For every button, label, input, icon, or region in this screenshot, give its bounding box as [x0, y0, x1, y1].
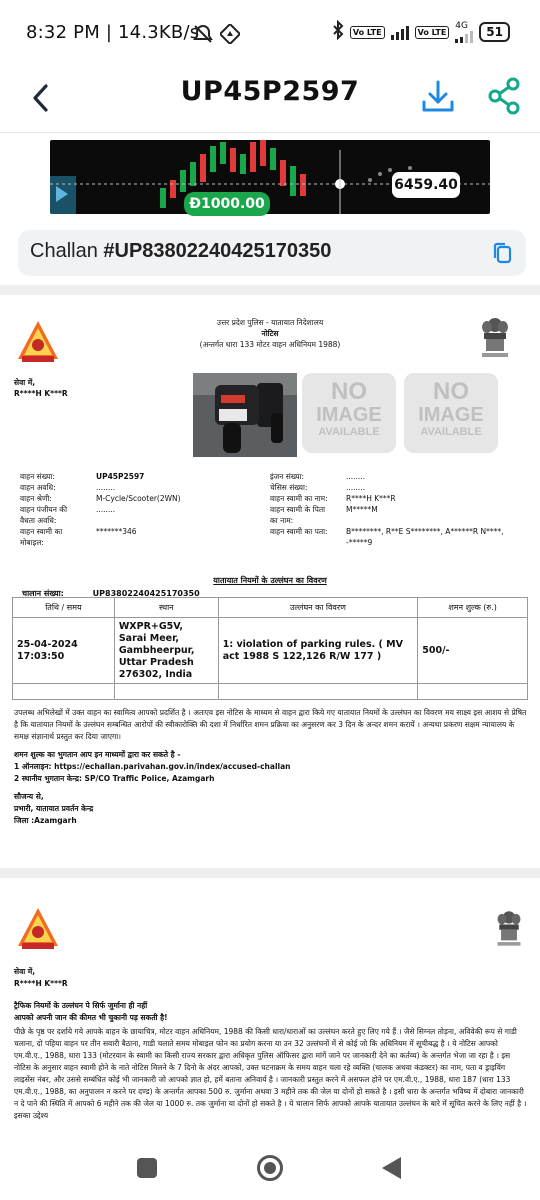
ad-price-label: 6459.40	[392, 172, 460, 198]
issuer-designation: प्रभारी, यातायात प्रवर्तन केन्द्र	[14, 804, 94, 813]
no-image-placeholder-2: NO IMAGE AVAILABLE	[404, 373, 498, 453]
national-emblem	[478, 315, 512, 359]
signal-icon-2	[455, 31, 473, 43]
national-emblem-2	[494, 906, 524, 950]
violation-fine: 500/-	[418, 618, 528, 684]
share-button[interactable]	[484, 74, 524, 118]
recipient-name-2: R****H K***R	[14, 979, 68, 988]
table-header-row	[13, 598, 528, 618]
download-icon	[418, 74, 458, 118]
app-header	[0, 66, 540, 132]
ad-candle-1	[170, 180, 176, 198]
table-row-empty	[13, 684, 528, 700]
recipient-label: सेवा में,	[14, 378, 36, 387]
notice-department: उत्तर प्रदेश पुलिस - यातायात निदेशालय	[216, 318, 324, 327]
ad-candle-8	[240, 154, 246, 174]
header-divider	[0, 132, 540, 133]
system-back-button[interactable]	[382, 1157, 401, 1179]
challan-number: #UP83802240425170350	[103, 240, 332, 262]
challan-prefix: Challan	[30, 240, 98, 262]
ad-candle-0	[160, 188, 166, 208]
page-separator	[0, 868, 540, 878]
bluetooth-icon	[332, 20, 344, 44]
notification-icon	[220, 24, 240, 48]
ad-dot-4	[408, 166, 412, 170]
download-button[interactable]	[418, 74, 458, 118]
table-row	[13, 618, 528, 684]
warning-line-2: आपको अपनी जान की कीमत भी चुकानी पड़ सकती है!	[14, 1013, 168, 1022]
col-violation: उल्लंघन का विवरण	[218, 598, 417, 618]
notice-section: (अन्तर्गत धारा 133 मोटर वाहन अधिनियम 1988)	[199, 340, 341, 349]
violation-place: WXPR+G5V, Sarai Meer, Gambheerpur, Uttar Pradesh 276302, India	[114, 618, 218, 684]
ad-candle-6	[220, 142, 226, 164]
violation-detail: 1: violation of parking rules. ( MV act 1988 S 122,126 R/W 177 )	[218, 618, 417, 684]
notice-title: नोटिस	[261, 329, 279, 338]
ad-dot-2	[388, 168, 392, 172]
challan-notice-page-2	[0, 878, 540, 1148]
courtesy-label: सौजन्य से,	[14, 792, 44, 801]
status-time-speed: 8:32 PM | 14.3KB/s	[26, 22, 200, 43]
issuer-district: जिला :Azamgarh	[14, 816, 77, 825]
battery-icon: 51	[479, 22, 510, 42]
volte-badge: Vo LTE	[350, 26, 385, 39]
copy-icon	[490, 241, 514, 265]
payment-local-center: 2 स्थानीय भुगतान केन्द्र: SP/CO Traffic Police, Azamgarh	[14, 774, 215, 783]
payment-online[interactable]: 1 ऑनलाइन: https://echallan.parivahan.gov.in/index/accused-challan	[14, 762, 291, 771]
up-police-logo-2	[16, 906, 60, 950]
signal-icon	[391, 24, 409, 40]
warning-line-1: ट्रैफिक नियमों के उल्लंघन पे सिर्फ जुर्माना ही नहीं	[14, 1001, 148, 1010]
home-button[interactable]	[257, 1155, 283, 1181]
ad-candle-13	[290, 166, 296, 196]
col-date-time: तिथि / समय	[13, 598, 115, 618]
ad-candle-5	[210, 146, 216, 172]
ad-dot-1	[378, 172, 382, 176]
violation-time: 17:03:50	[17, 650, 65, 662]
copy-button[interactable]	[490, 241, 514, 265]
col-fine: शमन शुल्क (रु.)	[418, 598, 528, 618]
challan-number-value: UP83802240425170350	[92, 589, 200, 598]
ad-dot-0	[368, 178, 372, 182]
page-title: UP45P2597	[180, 76, 360, 107]
recipient-label-2: सेवा में,	[14, 967, 36, 976]
dnd-icon	[192, 23, 214, 49]
system-navigation-bar	[0, 1148, 540, 1200]
up-police-logo	[16, 319, 60, 363]
no-image-placeholder-1: NO IMAGE AVAILABLE	[302, 373, 396, 453]
ad-candle-11	[270, 148, 276, 170]
ad-candle-10	[260, 140, 266, 166]
violation-date: 25-04-2024	[17, 638, 78, 650]
challan-number-label: चालान संख्या:	[22, 589, 64, 598]
ad-candle-9	[250, 142, 256, 172]
notice-paragraph: उपलब्ध अभिलेखों में उक्त वाहन का स्वामित्व आपको प्रदर्शित है । अतःएव इस नोटिस के माध्यम से वाहन द्वारा किये गए यातायात नियमों के उल्लंघन का विवरण मय साक्ष्य इस आशय से प्रेषित है कि यातायात नियमों के उल्लंघन सम्बन्धित आरोपों की स्वीकारोक्ति की दशा में निर्धारित शमन प्रक्रिया का अनुसरण कर 3 दिन के अन्दर शमन करायें । अन्यथा प्रकरण सक्षम न्यायालय के समक्ष संज्ञानार्थ प्रस्तुत कर दिया जाएगा।	[14, 708, 527, 741]
ad-candle-2	[180, 170, 186, 192]
vehicle-photo[interactable]	[193, 373, 297, 457]
ad-amount-pill: Ð1000.00	[184, 192, 270, 216]
ad-candle-14	[300, 174, 306, 196]
payment-title: शमन शुल्क का भुगतान आप इन माध्यमों द्वारा कर सकते है -	[14, 750, 181, 759]
network-type: 4G	[455, 20, 468, 31]
violation-section-title: यातायात नियमों के उल्लंघन का विवरण	[213, 576, 327, 585]
ad-candle-4	[200, 154, 206, 182]
challan-notice-page-1: उत्तर प्रदेश पुलिस - यातायात निदेशालय नोटिस (अन्तर्गत धारा 133 मोटर वाहन अधिनियम 1988) सेवा में, R****H K***R NO IMAGE AVAILABLE NO IMAGE AVAILABLE वाहन संख्या: UP45P2597 वाहन अवधि: ........ वाहन श्रेणी: M-Cycle/Scooter(2WN) वाहन पंजीयन की ........ वैधता अवधि: वाहन स्वामी का *******346 मोबाइल: इंजन संख्या: ........ चेसिस संख्या: ........ वाहन स्वामी का नाम: R****H K***R वाहन स्वामी के पिता M*****M का नाम: वाहन स्वामी का पता: B********, R**E S********, A******R N****, -*****9 यातायात नियमों के उल्लंघन का विवरण चालान संख्या: UP83802240425170350 तिथि / समय स्थान उल्लंघन का विवरण शमन शुल्क (रु.) 25-04-2024 17:03:50 WXPR+G5V, Sarai Meer, Gambheerpur, Uttar Pradesh 276302, India 1: violation of parking rules. ( MV act 1988 S 122,126 R/W 177 ) 500/- उपलब्ध अभिलेखों में उक्त वाहन का स्वामित्व आपको प्रदर्शित है । अतःएव इस नोटिस के माध्यम से वाहन द्वारा किये गए यातायात नियमों के उल्लंघन का विवरण मय साक्ष्य इस आशय से प्रेषित है कि यातायात नियमों के उल्लंघन सम्बन्धित आरोपों की स्वीकारोक्ति की दशा में निर्धारित शमन प्रक्रिया का अनुसरण कर 3 दिन के अन्दर शमन करायें । अन्यथा प्रकरण सक्षम न्यायालय के समक्ष संज्ञानार्थ प्रस्तुत कर दिया जाएगा। शमन शुल्क का भुगतान आप इन माध्यमों द्वारा कर सकते है - 1 ऑनलाइन: https://echallan.parivahan.gov.in/index/accused-challan 2 स्थानीय भुगतान केन्द्र: SP/CO Traffic Police, Azamgarh सौजन्य से, प्रभारी, यातायात प्रवर्तन केन्द्र जिला :Azamgarh	[0, 295, 540, 867]
violation-table	[12, 597, 528, 700]
notice-paragraph-2: पीछे के पृष्ठ पर दर्शाये गये आपके वाहन के छायाचित्र, मोटर वाहन अधिनियम, 1988 की किसी धारा/धाराओं का उल्लंघन करते हुए लिए गये हैं । जैसे सिग्नल तोड़ना, अविवेकी रूप से गाडी चलाना, दो पहिया वाहन पर तीन सवारी बैठाना, गाडी चलाते समय मोबाइल फोन का प्रयोग करना या उन 32 उल्लंघनों में से कोई जो कि अधिनियम में सूचीबद्ध है । ये नोटिस आपको एम.वी.ए., 1988, धारा 133 (मोटरयान के स्वामी का किसी राज्य सरकार द्वारा अधिकृत पुलिस ऑफिसर द्वारा मांगें जाने पर जानकारी देने का कर्तव्य) के अन्तर्गत भेजा जा रहा है । इस नोटिस के अनुसार वाहन स्वामी होने के नाते नोटिस मिलने के 7 दिनो के अंदर आपको, उक्त घटनाक्रम के समय वाहन चला रहे व्यक्ति (चालक अथवा कंडक्टर) का नाम, पता व ड्राइविंग लाइसेंस नंबर, और उससे सम्बंधित कोई भी जानकारी जो आपको ज्ञात हो, हमें बताना अनिवार्य है । जानकारी प्रस्तुत करने में असफल होने पर एम.वी.ए., 1988, धारा 187 (धारा 133 एम.वी.ए., 1988, का अनुपालन न करने पर दण्ड) के अन्तर्गत आपका 500 रु. जुर्माना अथवा 3 महीने तक की जेल या दोनों हो सकते है । इसी धारा के अन्तर्गत भविष्य में दोबारा जानकारी न दे पाने की स्थिति में आपको 6 महीने तक की जेल या 1000 रु. तक जुर्माना या दोनों हो सकते है । ये चालान सिर्फ आपको आपके यातायात उल्लंघन के बारे में सूचित करने के लिए नहीं है । इसका उद्देश्य	[14, 1027, 527, 1120]
challan-number-bar	[18, 230, 526, 276]
volte-badge-2: Vo LTE	[415, 26, 450, 39]
share-icon	[484, 74, 524, 118]
ad-candle-3	[190, 162, 196, 186]
ad-candle-12	[280, 160, 286, 186]
section-separator	[0, 285, 540, 295]
recent-apps-button[interactable]	[137, 1158, 157, 1178]
ad-candle-7	[230, 148, 236, 172]
col-place: स्थान	[114, 598, 218, 618]
status-bar	[0, 0, 540, 66]
recipient-name: R****H K***R	[14, 389, 68, 398]
